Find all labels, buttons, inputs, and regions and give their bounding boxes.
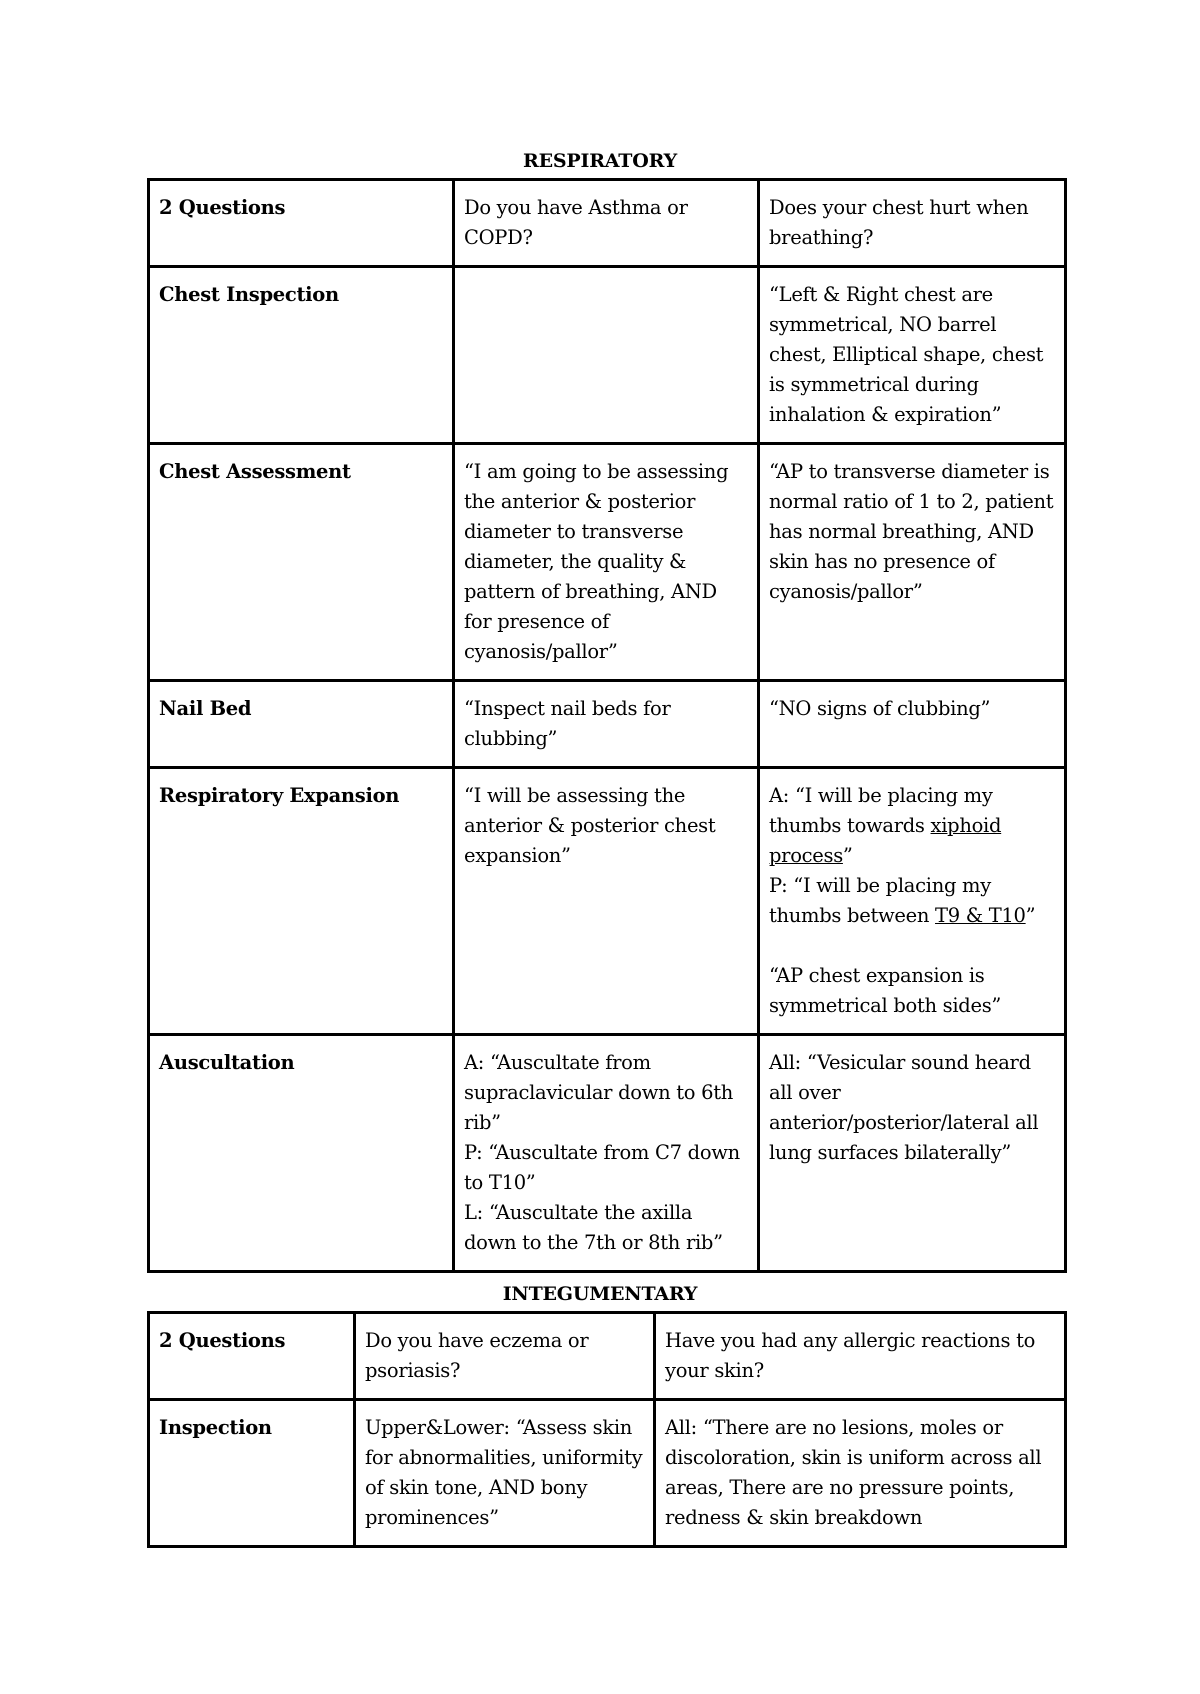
table-cell: Upper&Lower: “Assess skin for abnormalities, uniformity of skin tone, AND bony prominences” <box>355 1400 655 1547</box>
expansion-summary: “AP chest expansion is symmetrical both sides” <box>769 964 1002 1017</box>
table-row <box>149 1313 1066 1400</box>
expansion-anterior-suffix: ” <box>842 844 853 867</box>
expansion-posterior-text: P: “I will be placing my thumbs between <box>769 874 991 927</box>
table-cell: “I will be assessing the anterior & posterior chest expansion” <box>454 768 759 1035</box>
respiratory-table <box>147 178 1067 1273</box>
table-cell: Does your chest hurt when breathing? <box>759 180 1066 267</box>
table-cell <box>454 267 759 444</box>
row-label: Inspection <box>149 1400 355 1547</box>
table-cell <box>759 768 1066 1035</box>
expansion-posterior-suffix: ” <box>1025 904 1036 927</box>
table-cell: All: “Vesicular sound heard all over anterior/posterior/lateral all lung surfaces bilaterally” <box>759 1035 1066 1272</box>
xiphoid-process-term: xiphoid process <box>769 814 1002 867</box>
table-cell: Have you had any allergic reactions to your skin? <box>655 1313 1066 1400</box>
table-cell: “I am going to be assessing the anterior & posterior diameter to transverse diameter, the quality & pattern of breathing, AND for presence of cyanosis/pallor” <box>454 444 759 681</box>
row-label: Respiratory Expansion <box>149 768 454 1035</box>
auscultation-lateral: L: “Auscultate the axilla down to the 7th or 8th rib” <box>464 1201 723 1254</box>
integumentary-table <box>147 1311 1067 1548</box>
table-cell: Do you have Asthma or COPD? <box>454 180 759 267</box>
table-row <box>149 444 1066 681</box>
table-cell <box>454 1035 759 1272</box>
respiratory-title: RESPIRATORY <box>523 150 677 172</box>
expansion-posterior-line <box>769 871 1055 931</box>
table-row <box>149 180 1066 267</box>
table-cell: “Inspect nail beds for clubbing” <box>454 681 759 768</box>
table-row <box>149 267 1066 444</box>
row-label: 2 Questions <box>149 180 454 267</box>
row-label: 2 Questions <box>149 1313 355 1400</box>
row-label: Nail Bed <box>149 681 454 768</box>
expansion-anterior-text: A: “I will be placing my thumbs towards <box>769 784 993 837</box>
row-label: Auscultation <box>149 1035 454 1272</box>
table-cell: “Left & Right chest are symmetrical, NO barrel chest, Elliptical shape, chest is symmetrical during inhalation & expiration” <box>759 267 1066 444</box>
table-cell: “NO signs of clubbing” <box>759 681 1066 768</box>
spacer <box>769 931 1055 961</box>
table-cell: Do you have eczema or psoriasis? <box>355 1313 655 1400</box>
integumentary-title: INTEGUMENTARY <box>502 1283 698 1305</box>
table-row <box>149 768 1066 1035</box>
table-cell: “AP to transverse diameter is normal ratio of 1 to 2, patient has normal breathing, AND skin has no presence of cyanosis/pallor” <box>759 444 1066 681</box>
table-row <box>149 681 1066 768</box>
auscultation-posterior: P: “Auscultate from C7 down to T10” <box>464 1141 740 1194</box>
row-label: Chest Inspection <box>149 267 454 444</box>
t9-t10-term: T9 & T10 <box>935 904 1026 927</box>
table-cell: All: “There are no lesions, moles or discoloration, skin is uniform across all areas, There are no pressure points, redness & skin breakdown <box>655 1400 1066 1547</box>
table-row <box>149 1035 1066 1272</box>
row-label: Chest Assessment <box>149 444 454 681</box>
auscultation-anterior: A: “Auscultate from supraclavicular down to 6th rib” <box>464 1051 734 1134</box>
table-row <box>149 1400 1066 1547</box>
